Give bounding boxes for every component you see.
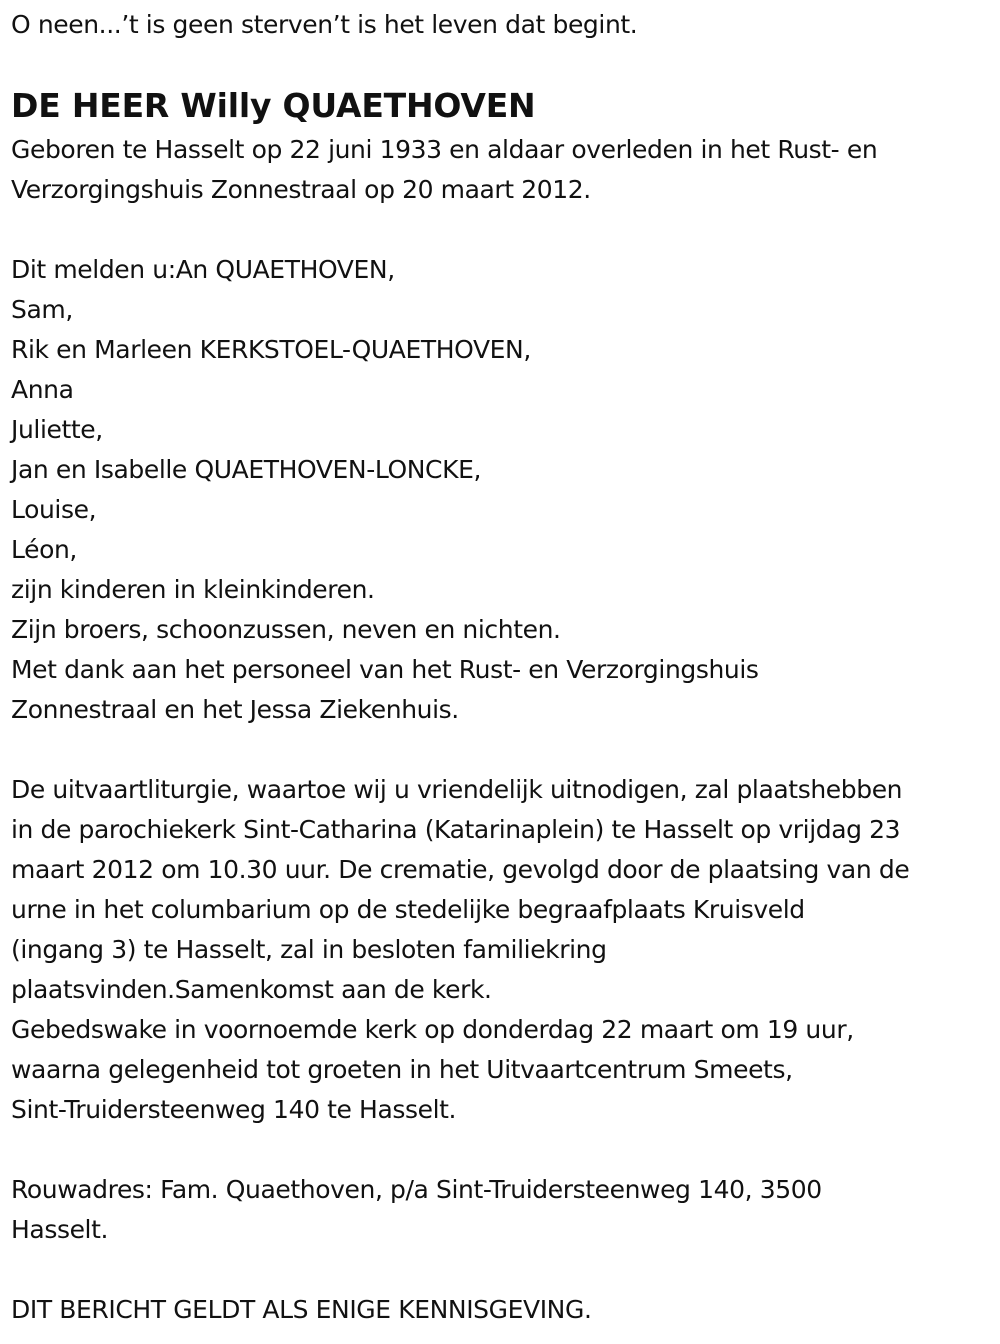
address-line: Rouwadres: Fam. Quaethoven, p/a Sint-Truidersteenweg 140, 3500	[11, 1175, 822, 1204]
paragraph-gap	[11, 1130, 996, 1170]
family-line: Léon,	[11, 535, 77, 564]
paragraph-gap	[11, 730, 996, 770]
family-line: zijn kinderen in kleinkinderen.	[11, 575, 375, 604]
birth-line: Geboren te Hasselt op 22 juni 1933 en aldaar overleden in het Rust- en	[11, 135, 878, 164]
address-line: Hasselt.	[11, 1215, 109, 1244]
ceremony-line: in de parochiekerk Sint-Catharina (Katarinaplein) te Hasselt op vrijdag 23	[11, 815, 901, 844]
paragraph-gap	[11, 1250, 996, 1290]
family-line: Louise,	[11, 495, 97, 524]
ceremony-paragraph	[11, 770, 996, 1130]
ceremony-line: maart 2012 om 10.30 uur. De crematie, gevolgd door de plaatsing van de	[11, 855, 910, 884]
family-line: Rik en Marleen KERKSTOEL-QUAETHOVEN,	[11, 335, 531, 364]
family-line: Zijn broers, schoonzussen, neven en nichten.	[11, 615, 561, 644]
deceased-name: DE HEER Willy QUAETHOVEN	[11, 86, 536, 125]
ceremony-line: Sint-Truidersteenweg 140 te Hasselt.	[11, 1095, 457, 1124]
family-paragraph	[11, 250, 996, 730]
paragraph-gap	[11, 210, 996, 250]
ceremony-line: (ingang 3) te Hasselt, zal in besloten familiekring	[11, 935, 607, 964]
family-line: Jan en Isabelle QUAETHOVEN-LONCKE,	[11, 455, 482, 484]
obituary-notice	[11, 0, 996, 1330]
ceremony-line: Gebedswake in voornoemde kerk op donderdag 22 maart om 19 uur,	[11, 1015, 854, 1044]
closing-notice: DIT BERICHT GELDT ALS ENIGE KENNISGEVING.	[11, 1295, 592, 1324]
family-line: Juliette,	[11, 415, 103, 444]
address-paragraph	[11, 1170, 996, 1250]
ceremony-line: De uitvaartliturgie, waartoe wij u vriendelijk uitnodigen, zal plaatshebben	[11, 775, 903, 804]
family-line: Met dank aan het personeel van het Rust- en Verzorgingshuis	[11, 655, 759, 684]
ceremony-line: urne in het columbarium op de stedelijke begraafplaats Kruisveld	[11, 895, 805, 924]
birth-line: Verzorgingshuis Zonnestraal op 20 maart 2012.	[11, 175, 591, 204]
family-line: Anna	[11, 375, 74, 404]
ceremony-line: plaatsvinden.Samenkomst aan de kerk.	[11, 975, 492, 1004]
family-line: Dit melden u:An QUAETHOVEN,	[11, 255, 395, 284]
motto: O neen...’t is geen sterven’t is het leven dat begint.	[11, 10, 638, 39]
ceremony-line: waarna gelegenheid tot groeten in het Uitvaartcentrum Smeets,	[11, 1055, 793, 1084]
family-line: Sam,	[11, 295, 73, 324]
birth-death-paragraph	[11, 130, 996, 210]
family-line: Zonnestraal en het Jessa Ziekenhuis.	[11, 695, 459, 724]
